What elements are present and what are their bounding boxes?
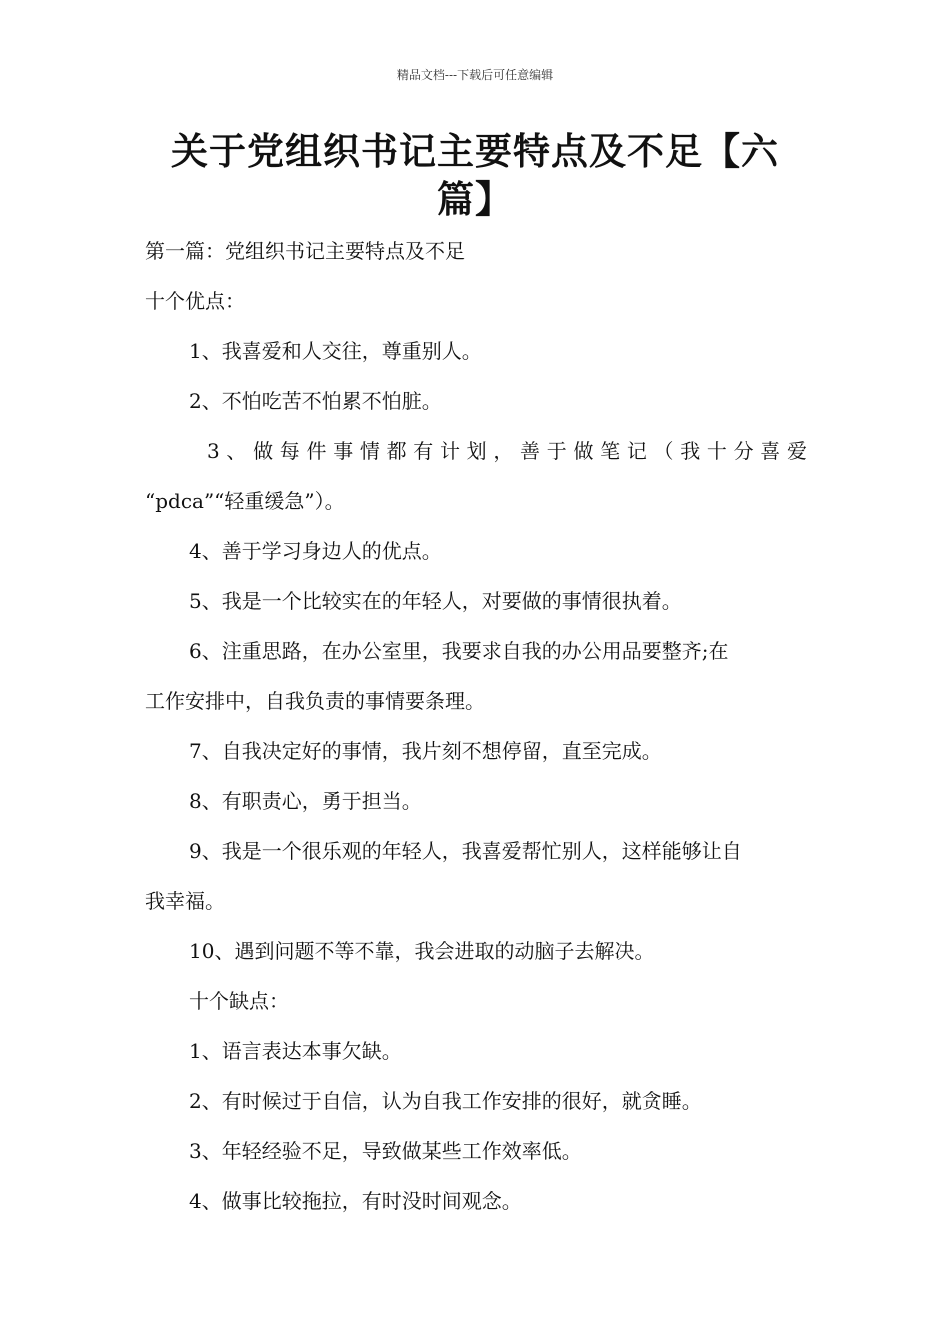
- strength-item-6-line-2: 工作安排中，自我负责的事情要条理。: [145, 689, 485, 713]
- strength-item-9-line-2: 我幸福。: [145, 889, 225, 913]
- header-note: 精品文档---下载后可任意编辑: [396, 68, 554, 82]
- strengths-heading: 十个优点：: [145, 289, 245, 313]
- strength-item-6-line-1: 6、注重思路，在办公室里，我要求自我的办公用品要整齐;在: [189, 639, 729, 663]
- strength-item-3-line-2: “pdca”“轻重缓急”）。: [145, 489, 345, 513]
- strength-item-3-line-1: 3、做每件事情都有计划，善于做笔记（我十分喜爱: [207, 439, 807, 463]
- strength-item-1: 1、我喜爱和人交往，尊重别人。: [189, 339, 482, 363]
- weaknesses-heading: 十个缺点：: [189, 989, 289, 1013]
- strength-item-10: 10、遇到问题不等不靠，我会进取的动脑子去解决。: [189, 939, 655, 963]
- strength-item-4: 4、善于学习身边人的优点。: [189, 539, 442, 563]
- weakness-item-2: 2、有时候过于自信，认为自我工作安排的很好，就贪睡。: [189, 1089, 702, 1113]
- document-body: [145, 226, 807, 1226]
- weakness-item-1: 1、语言表达本事欠缺。: [189, 1039, 402, 1063]
- document-title-line-1: 关于党组织书记主要特点及不足【六: [171, 130, 779, 173]
- strength-item-2: 2、不怕吃苦不怕累不怕脏。: [189, 389, 442, 413]
- section-heading: 第一篇：党组织书记主要特点及不足: [145, 239, 465, 263]
- strength-item-8: 8、有职责心，勇于担当。: [189, 789, 422, 813]
- document-title-line-2: 篇】: [437, 178, 513, 221]
- weakness-item-4: 4、做事比较拖拉，有时没时间观念。: [189, 1189, 522, 1213]
- document-title: [140, 128, 810, 224]
- strength-item-7: 7、自我决定好的事情，我片刻不想停留，直至完成。: [189, 739, 662, 763]
- strength-item-5: 5、我是一个比较实在的年轻人，对要做的事情很执着。: [189, 589, 682, 613]
- strength-item-9-line-1: 9、我是一个很乐观的年轻人，我喜爱帮忙别人，这样能够让自: [189, 839, 742, 863]
- weakness-item-3: 3、年轻经验不足，导致做某些工作效率低。: [189, 1139, 582, 1163]
